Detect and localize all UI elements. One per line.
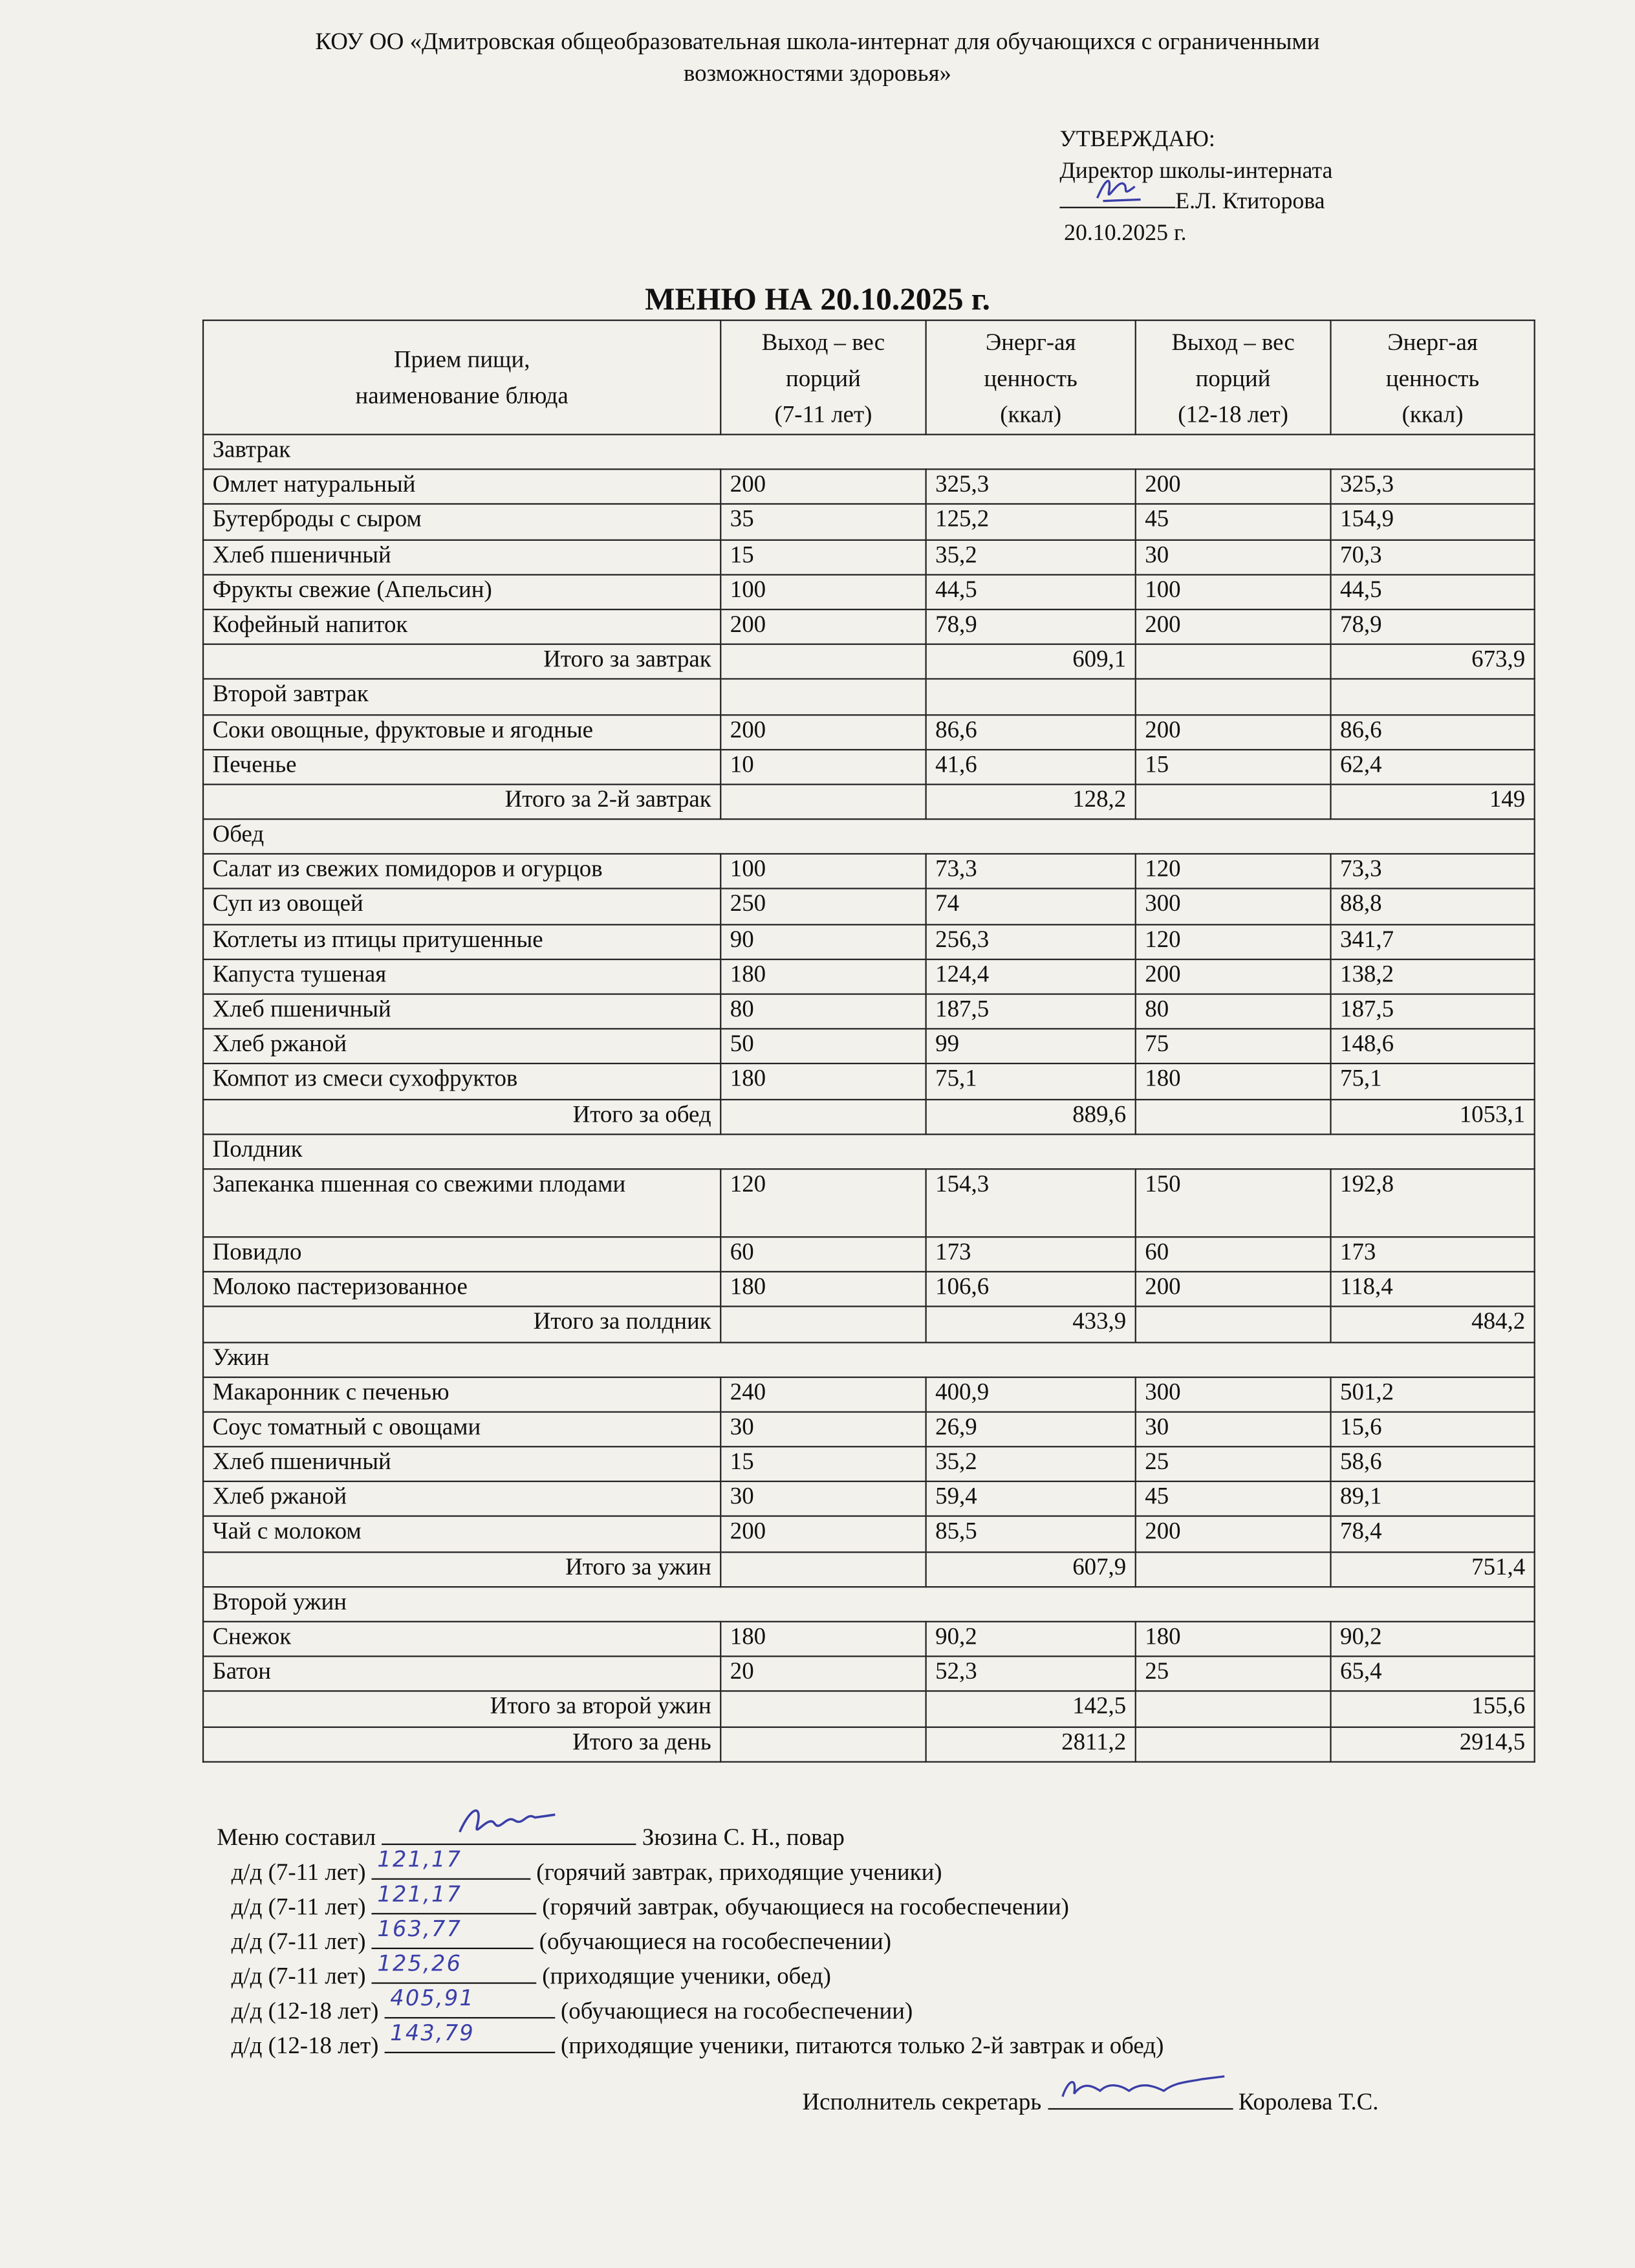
composed-row bbox=[217, 1820, 1164, 1855]
energy-7-11-cell: 256,3 bbox=[926, 924, 1136, 959]
energy-7-11-cell: 125,2 bbox=[926, 505, 1136, 540]
energy-12-18-cell: 148,6 bbox=[1331, 1029, 1535, 1064]
dish-name-cell: Хлеб ржаной bbox=[203, 1029, 720, 1064]
age-group-label: д/д (7-11 лет) bbox=[231, 1962, 366, 1990]
age-group-label: д/д (7-11 лет) bbox=[231, 1927, 366, 1955]
dish-name-cell: Макаронник с печенью bbox=[203, 1377, 720, 1412]
yield-7-11-cell: 35 bbox=[720, 505, 926, 540]
secretary-signature-icon bbox=[1056, 2071, 1229, 2108]
energy-12-18-cell: 78,9 bbox=[1331, 609, 1535, 644]
total-label-cell: Итого за второй ужин bbox=[203, 1692, 720, 1727]
handwritten-cost-value: 143,79 bbox=[390, 2020, 475, 2046]
header-line: Энерг-ая bbox=[1387, 327, 1478, 355]
total-row bbox=[203, 784, 1535, 819]
total-label-cell: Итого за ужин bbox=[203, 1552, 720, 1587]
table-row bbox=[203, 959, 1535, 994]
header-line: (ккал) bbox=[1402, 400, 1464, 428]
total-energy-7-11-cell: 609,1 bbox=[926, 644, 1136, 679]
table-row bbox=[203, 994, 1535, 1029]
composed-name: Зюзина С. Н., повар bbox=[642, 1823, 845, 1851]
table-row bbox=[203, 1029, 1535, 1064]
composed-label: Меню составил bbox=[217, 1823, 376, 1851]
dish-name-cell: Суп из овощей bbox=[203, 889, 720, 924]
empty-cell bbox=[1331, 679, 1535, 714]
executor-row bbox=[803, 2085, 1379, 2120]
dish-name-cell: Капуста тушеная bbox=[203, 959, 720, 994]
header-line: (7-11 лет) bbox=[774, 400, 872, 428]
energy-7-11-cell: 325,3 bbox=[926, 470, 1136, 505]
empty-cell bbox=[1136, 1692, 1331, 1727]
age-group-label: д/д (7-11 лет) bbox=[231, 1858, 366, 1886]
energy-7-11-cell: 99 bbox=[926, 1029, 1136, 1064]
dish-name-cell: Молоко пастеризованное bbox=[203, 1272, 720, 1307]
yield-7-11-cell: 10 bbox=[720, 749, 926, 784]
dish-name-cell: Компот из смеси сухофруктов bbox=[203, 1064, 720, 1099]
yield-12-18-cell: 30 bbox=[1136, 1412, 1331, 1446]
yield-12-18-cell: 180 bbox=[1136, 1064, 1331, 1099]
cost-note: (обучающиеся на гособеспечении) bbox=[539, 1927, 892, 1955]
yield-7-11-cell: 200 bbox=[720, 470, 926, 505]
total-label-cell: Итого за завтрак bbox=[203, 644, 720, 679]
yield-12-18-cell: 120 bbox=[1136, 924, 1331, 959]
yield-12-18-cell: 200 bbox=[1136, 959, 1331, 994]
dish-name-cell: Салат из свежих помидоров и огурцов bbox=[203, 854, 720, 889]
handwritten-cost-value: 163,77 bbox=[377, 1915, 462, 1942]
empty-cell bbox=[720, 1692, 926, 1727]
energy-12-18-cell: 70,3 bbox=[1331, 540, 1535, 574]
header-line: порций bbox=[786, 364, 861, 391]
energy-7-11-cell: 52,3 bbox=[926, 1657, 1136, 1692]
empty-cell bbox=[720, 1307, 926, 1342]
cost-value-line bbox=[371, 1950, 536, 1984]
energy-12-18-cell: 138,2 bbox=[1331, 959, 1535, 994]
table-row bbox=[203, 1272, 1535, 1307]
energy-12-18-cell: 154,9 bbox=[1331, 505, 1535, 540]
yield-7-11-cell: 60 bbox=[720, 1237, 926, 1272]
yield-7-11-cell: 30 bbox=[720, 1412, 926, 1446]
category-row bbox=[203, 819, 1535, 854]
energy-7-11-cell: 154,3 bbox=[926, 1169, 1136, 1237]
table-row bbox=[203, 1237, 1535, 1272]
table-row bbox=[203, 854, 1535, 889]
yield-12-18-cell: 45 bbox=[1136, 505, 1331, 540]
yield-12-18-cell: 180 bbox=[1136, 1622, 1331, 1657]
table-header-row bbox=[203, 320, 1535, 435]
total-energy-7-11-cell: 128,2 bbox=[926, 784, 1136, 819]
handwritten-cost-value: 121,17 bbox=[377, 1881, 462, 1908]
energy-7-11-cell: 35,2 bbox=[926, 1446, 1136, 1481]
table-row bbox=[203, 749, 1535, 784]
organization-header bbox=[0, 26, 1635, 89]
energy-7-11-cell: 74 bbox=[926, 889, 1136, 924]
energy-12-18-cell: 86,6 bbox=[1331, 714, 1535, 749]
yield-12-18-cell: 45 bbox=[1136, 1482, 1331, 1517]
energy-12-18-cell: 78,4 bbox=[1331, 1517, 1535, 1552]
yield-12-18-cell: 100 bbox=[1136, 574, 1331, 609]
energy-12-18-cell: 15,6 bbox=[1331, 1412, 1535, 1446]
total-energy-12-18-cell: 155,6 bbox=[1331, 1692, 1535, 1727]
dish-name-cell: Батон bbox=[203, 1657, 720, 1692]
menu-table bbox=[202, 320, 1535, 1762]
category-row bbox=[203, 1134, 1535, 1169]
director-signature-line bbox=[1059, 186, 1175, 208]
yield-12-18-cell: 150 bbox=[1136, 1169, 1331, 1237]
yield-7-11-cell: 250 bbox=[720, 889, 926, 924]
total-energy-7-11-cell: 2811,2 bbox=[926, 1727, 1136, 1761]
yield-7-11-cell: 90 bbox=[720, 924, 926, 959]
empty-cell bbox=[720, 784, 926, 819]
yield-12-18-cell: 200 bbox=[1136, 609, 1331, 644]
org-line-1: КОУ ОО «Дмитровская общеобразовательная школа-интернат для обучающихся с ограниченными bbox=[315, 27, 1320, 55]
energy-7-11-cell: 124,4 bbox=[926, 959, 1136, 994]
age-group-label: д/д (7-11 лет) bbox=[231, 1892, 366, 1921]
category-label: Ужин bbox=[203, 1342, 1535, 1377]
table-row bbox=[203, 1517, 1535, 1552]
daily-cost-line bbox=[231, 1950, 1164, 1994]
yield-7-11-cell: 80 bbox=[720, 994, 926, 1029]
yield-12-18-cell: 15 bbox=[1136, 749, 1331, 784]
total-row bbox=[203, 1727, 1535, 1761]
total-row bbox=[203, 1307, 1535, 1342]
empty-cell bbox=[926, 679, 1136, 714]
dish-name-cell: Запеканка пшенная со свежими плодами bbox=[203, 1169, 720, 1237]
table-row bbox=[203, 1622, 1535, 1657]
table-row bbox=[203, 470, 1535, 505]
empty-cell bbox=[720, 644, 926, 679]
daily-cost-line bbox=[231, 1985, 1164, 2029]
empty-cell bbox=[720, 1727, 926, 1761]
header-line: ценность bbox=[984, 364, 1077, 391]
yield-7-11-cell: 180 bbox=[720, 1272, 926, 1307]
header-line: (12-18 лет) bbox=[1178, 400, 1288, 428]
energy-7-11-cell: 59,4 bbox=[926, 1482, 1136, 1517]
dish-name-cell: Омлет натуральный bbox=[203, 470, 720, 505]
total-row bbox=[203, 1552, 1535, 1587]
empty-cell bbox=[1136, 1307, 1331, 1342]
yield-12-18-cell: 30 bbox=[1136, 540, 1331, 574]
table-row bbox=[203, 1446, 1535, 1481]
energy-12-18-cell: 90,2 bbox=[1331, 1622, 1535, 1657]
header-line: Выход – вес bbox=[761, 327, 885, 355]
dish-name-cell: Соки овощные, фруктовые и ягодные bbox=[203, 714, 720, 749]
yield-7-11-cell: 15 bbox=[720, 540, 926, 574]
dish-name-cell: Хлеб пшеничный bbox=[203, 540, 720, 574]
yield-7-11-cell: 180 bbox=[720, 1622, 926, 1657]
dish-name-cell: Снежок bbox=[203, 1622, 720, 1657]
category-row bbox=[203, 1587, 1535, 1622]
header-line: (ккал) bbox=[1000, 400, 1062, 428]
table-row bbox=[203, 1412, 1535, 1446]
energy-7-11-cell: 106,6 bbox=[926, 1272, 1136, 1307]
energy-7-11-cell: 35,2 bbox=[926, 540, 1136, 574]
dish-name-cell: Чай с молоком bbox=[203, 1517, 720, 1552]
dish-name-cell: Хлеб ржаной bbox=[203, 1482, 720, 1517]
energy-7-11-cell: 26,9 bbox=[926, 1412, 1136, 1446]
total-energy-12-18-cell: 149 bbox=[1331, 784, 1535, 819]
dish-name-cell: Бутерброды с сыром bbox=[203, 505, 720, 540]
header-energy-7-11 bbox=[926, 320, 1136, 435]
yield-7-11-cell: 100 bbox=[720, 574, 926, 609]
energy-7-11-cell: 78,9 bbox=[926, 609, 1136, 644]
total-energy-12-18-cell: 484,2 bbox=[1331, 1307, 1535, 1342]
executor-label: Исполнитель секретарь bbox=[802, 2088, 1042, 2116]
category-label: Полдник bbox=[203, 1134, 1535, 1169]
header-yield-12-18 bbox=[1136, 320, 1331, 435]
energy-12-18-cell: 501,2 bbox=[1331, 1377, 1535, 1412]
yield-12-18-cell: 120 bbox=[1136, 854, 1331, 889]
approval-date: 20.10.2025 г. bbox=[1064, 220, 1187, 245]
energy-12-18-cell: 118,4 bbox=[1331, 1272, 1535, 1307]
yield-12-18-cell: 25 bbox=[1136, 1657, 1331, 1692]
daily-cost-lines bbox=[217, 1846, 1164, 2064]
energy-12-18-cell: 58,6 bbox=[1331, 1446, 1535, 1481]
empty-cell bbox=[1136, 1099, 1331, 1134]
cost-value-line bbox=[371, 1915, 533, 1949]
header-line: Выход – вес bbox=[1171, 327, 1295, 355]
energy-7-11-cell: 86,6 bbox=[926, 714, 1136, 749]
header-line: ценность bbox=[1385, 364, 1480, 391]
approval-title: УТВЕРЖДАЮ: bbox=[1059, 127, 1215, 152]
dish-name-cell: Хлеб пшеничный bbox=[203, 1446, 720, 1481]
yield-7-11-cell: 50 bbox=[720, 1029, 926, 1064]
dish-name-cell: Хлеб пшеничный bbox=[203, 994, 720, 1029]
total-energy-7-11-cell: 889,6 bbox=[926, 1099, 1136, 1134]
total-row bbox=[203, 1692, 1535, 1727]
category-label: Второй завтрак bbox=[203, 679, 720, 714]
cost-note: (горячий завтрак, приходящие ученики) bbox=[536, 1858, 942, 1886]
total-label-cell: Итого за день bbox=[203, 1727, 720, 1761]
total-energy-7-11-cell: 433,9 bbox=[926, 1307, 1136, 1342]
total-row bbox=[203, 1099, 1535, 1134]
daily-cost-line bbox=[231, 1846, 1164, 1890]
yield-12-18-cell: 300 bbox=[1136, 1377, 1331, 1412]
approval-name: Е.Л. Ктиторова bbox=[1175, 189, 1325, 214]
energy-7-11-cell: 90,2 bbox=[926, 1622, 1136, 1657]
daily-cost-line bbox=[231, 2020, 1164, 2064]
yield-12-18-cell: 200 bbox=[1136, 470, 1331, 505]
yield-7-11-cell: 15 bbox=[720, 1446, 926, 1481]
cost-value-line bbox=[384, 1985, 555, 2018]
total-energy-7-11-cell: 142,5 bbox=[926, 1692, 1136, 1727]
empty-cell bbox=[720, 679, 926, 714]
table-row bbox=[203, 1169, 1535, 1237]
table-row bbox=[203, 1377, 1535, 1412]
yield-7-11-cell: 200 bbox=[720, 609, 926, 644]
dish-name-cell: Кофейный напиток bbox=[203, 609, 720, 644]
energy-12-18-cell: 325,3 bbox=[1331, 470, 1535, 505]
dish-name-cell: Котлеты из птицы притушенные bbox=[203, 924, 720, 959]
age-group-label: д/д (12-18 лет) bbox=[231, 2031, 379, 2059]
energy-7-11-cell: 85,5 bbox=[926, 1517, 1136, 1552]
energy-7-11-cell: 173 bbox=[926, 1237, 1136, 1272]
empty-cell bbox=[1136, 1552, 1331, 1587]
footer-block bbox=[217, 1820, 1164, 2064]
energy-12-18-cell: 75,1 bbox=[1331, 1064, 1535, 1099]
daily-cost-line bbox=[231, 1881, 1164, 1925]
energy-7-11-cell: 73,3 bbox=[926, 854, 1136, 889]
energy-7-11-cell: 41,6 bbox=[926, 749, 1136, 784]
category-label: Завтрак bbox=[203, 435, 1535, 470]
cook-signature-icon bbox=[451, 1803, 567, 1840]
table-row bbox=[203, 540, 1535, 574]
table-row bbox=[203, 714, 1535, 749]
yield-7-11-cell: 200 bbox=[720, 714, 926, 749]
energy-7-11-cell: 187,5 bbox=[926, 994, 1136, 1029]
yield-12-18-cell: 25 bbox=[1136, 1446, 1331, 1481]
category-label: Второй ужин bbox=[203, 1587, 1535, 1622]
yield-7-11-cell: 180 bbox=[720, 959, 926, 994]
energy-7-11-cell: 44,5 bbox=[926, 574, 1136, 609]
table-row bbox=[203, 924, 1535, 959]
dish-name-cell: Печенье bbox=[203, 749, 720, 784]
energy-12-18-cell: 44,5 bbox=[1331, 574, 1535, 609]
table-row bbox=[203, 889, 1535, 924]
director-signature-icon bbox=[1092, 172, 1149, 207]
category-row bbox=[203, 1342, 1535, 1377]
daily-cost-line bbox=[231, 1915, 1164, 1959]
cost-note: (приходящие ученики, обед) bbox=[542, 1962, 831, 1990]
cost-note: (обучающиеся на гособеспечении) bbox=[561, 1996, 913, 2025]
energy-7-11-cell: 75,1 bbox=[926, 1064, 1136, 1099]
document-title: МЕНЮ НА 20.10.2025 г. bbox=[645, 280, 990, 317]
header-energy-12-18 bbox=[1331, 320, 1535, 435]
empty-cell bbox=[1136, 679, 1331, 714]
approval-block bbox=[1059, 124, 1332, 248]
empty-cell bbox=[720, 1552, 926, 1587]
header-line: порций bbox=[1195, 364, 1271, 391]
table-row bbox=[203, 1064, 1535, 1099]
yield-12-18-cell: 80 bbox=[1136, 994, 1331, 1029]
table-row bbox=[203, 1482, 1535, 1517]
yield-7-11-cell: 20 bbox=[720, 1657, 926, 1692]
energy-12-18-cell: 173 bbox=[1331, 1237, 1535, 1272]
dish-name-cell: Фрукты свежие (Апельсин) bbox=[203, 574, 720, 609]
yield-12-18-cell: 200 bbox=[1136, 1272, 1331, 1307]
yield-7-11-cell: 120 bbox=[720, 1169, 926, 1237]
category-row bbox=[203, 679, 1535, 714]
empty-cell bbox=[1136, 1727, 1331, 1761]
cost-note: (приходящие ученики, питаются только 2-й завтрак и обед) bbox=[561, 2031, 1164, 2059]
dish-name-cell: Соус томатный с овощами bbox=[203, 1412, 720, 1446]
cost-value-line bbox=[371, 1881, 536, 1914]
table-row bbox=[203, 1657, 1535, 1692]
header-line: Энерг-ая bbox=[985, 327, 1076, 355]
yield-7-11-cell: 180 bbox=[720, 1064, 926, 1099]
yield-7-11-cell: 240 bbox=[720, 1377, 926, 1412]
total-energy-12-18-cell: 1053,1 bbox=[1331, 1099, 1535, 1134]
cook-signature-line bbox=[382, 1820, 636, 1845]
total-energy-7-11-cell: 607,9 bbox=[926, 1552, 1136, 1587]
total-energy-12-18-cell: 751,4 bbox=[1331, 1552, 1535, 1587]
header-dish-line-1: Прием пищи, bbox=[393, 345, 530, 373]
approval-position: Директор школы-интерната bbox=[1059, 158, 1333, 183]
dish-name-cell: Повидло bbox=[203, 1237, 720, 1272]
total-energy-12-18-cell: 2914,5 bbox=[1331, 1727, 1535, 1761]
yield-7-11-cell: 30 bbox=[720, 1482, 926, 1517]
age-group-label: д/д (12-18 лет) bbox=[231, 1996, 379, 2025]
yield-12-18-cell: 200 bbox=[1136, 1517, 1331, 1552]
total-label-cell: Итого за обед bbox=[203, 1099, 720, 1134]
total-energy-12-18-cell: 673,9 bbox=[1331, 644, 1535, 679]
cost-value-line bbox=[371, 1846, 530, 1880]
handwritten-cost-value: 405,91 bbox=[390, 1985, 475, 2012]
yield-7-11-cell: 200 bbox=[720, 1517, 926, 1552]
energy-12-18-cell: 341,7 bbox=[1331, 924, 1535, 959]
cost-note: (горячий завтрак, обучающиеся на гособеспечении) bbox=[542, 1892, 1069, 1921]
energy-12-18-cell: 73,3 bbox=[1331, 854, 1535, 889]
energy-12-18-cell: 62,4 bbox=[1331, 749, 1535, 784]
yield-7-11-cell: 100 bbox=[720, 854, 926, 889]
empty-cell bbox=[1136, 784, 1331, 819]
total-row bbox=[203, 644, 1535, 679]
yield-12-18-cell: 200 bbox=[1136, 714, 1331, 749]
executor-name: Королева Т.С. bbox=[1238, 2088, 1379, 2116]
energy-7-11-cell: 400,9 bbox=[926, 1377, 1136, 1412]
cost-value-line bbox=[384, 2020, 555, 2053]
yield-12-18-cell: 60 bbox=[1136, 1237, 1331, 1272]
header-dish-line-2: наименование блюда bbox=[355, 382, 568, 409]
total-label-cell: Итого за 2-й завтрак bbox=[203, 784, 720, 819]
menu-table-body bbox=[203, 435, 1535, 1761]
empty-cell bbox=[720, 1099, 926, 1134]
header-yield-7-11 bbox=[720, 320, 926, 435]
table-row bbox=[203, 574, 1535, 609]
energy-12-18-cell: 88,8 bbox=[1331, 889, 1535, 924]
table-row bbox=[203, 609, 1535, 644]
handwritten-cost-value: 125,26 bbox=[377, 1950, 462, 1977]
category-row bbox=[203, 435, 1535, 470]
org-line-2: возможностями здоровья» bbox=[684, 59, 952, 87]
yield-12-18-cell: 75 bbox=[1136, 1029, 1331, 1064]
approval-signature-line-row bbox=[1059, 186, 1332, 217]
total-label-cell: Итого за полдник bbox=[203, 1307, 720, 1342]
yield-12-18-cell: 300 bbox=[1136, 889, 1331, 924]
secretary-signature-line bbox=[1047, 2085, 1232, 2110]
category-label: Обед bbox=[203, 819, 1535, 854]
handwritten-cost-value: 121,17 bbox=[377, 1846, 462, 1873]
energy-12-18-cell: 192,8 bbox=[1331, 1169, 1535, 1237]
energy-12-18-cell: 89,1 bbox=[1331, 1482, 1535, 1517]
header-dish bbox=[203, 320, 720, 435]
empty-cell bbox=[1136, 644, 1331, 679]
table-row bbox=[203, 505, 1535, 540]
energy-12-18-cell: 65,4 bbox=[1331, 1657, 1535, 1692]
energy-12-18-cell: 187,5 bbox=[1331, 994, 1535, 1029]
